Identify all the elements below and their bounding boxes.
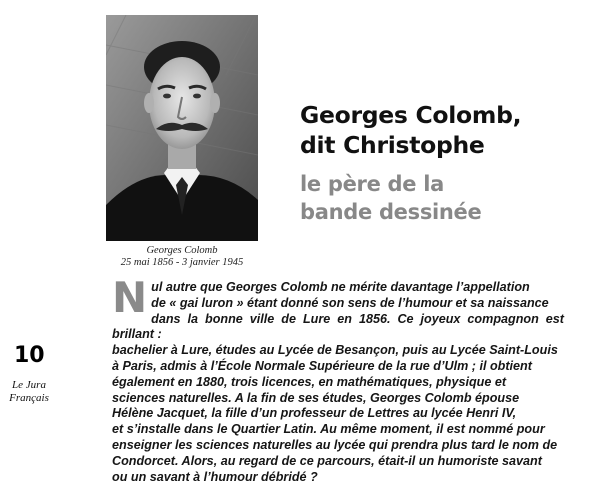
article-line: et s’installe dans le Quartier Latin. Au même moment, il est nommé pour: [112, 422, 545, 437]
article-line: enseigner les sciences naturelles au lycée qui prendra plus tard le nom de: [112, 437, 558, 452]
article-line: Hélène Jacquet, la fille d’un professeur de Lettres au lycée Henri IV,: [112, 406, 517, 421]
portrait-photo: [106, 15, 258, 241]
subtitle-line-2: bande dessinée: [300, 200, 482, 224]
article-line: bachelier à Lure, études au Lycée de Besançon, puis au Lycée Saint-Louis: [112, 343, 558, 358]
article-line: Condorcet. Alors, au regard de ce parcours, était-il un humoriste savant: [112, 453, 542, 468]
article-line: dans la bonne ville de Lure en 1856. Ce joyeux compagnon est brillant :: [112, 311, 564, 342]
page-number: 10: [14, 343, 45, 368]
caption-name: Georges Colomb: [146, 245, 218, 256]
article-line: ou un savant à l’humour débridé ?: [112, 469, 318, 484]
portrait-image: [106, 15, 258, 241]
article-line: à Paris, admis à l’École Normale Supérieure de la rue d’Ulm ; il obtient: [112, 358, 532, 373]
publication-name-line-1: Le Jura: [12, 379, 46, 391]
caption-dates: 25 mai 1856 - 3 janvier 1945: [120, 257, 244, 268]
photo-caption: [96, 245, 268, 269]
subtitle-line-1: le père de la: [300, 172, 444, 196]
article-subtitle: [300, 170, 590, 226]
article-line: également en 1880, trois licences, en mathématiques, physique et: [112, 374, 507, 389]
article-line: ul autre que Georges Colomb ne mérite davantage l’appellation: [151, 280, 530, 294]
publication-name: [2, 379, 56, 405]
publication-name-line-2: Français: [9, 392, 49, 404]
title-line-2: dit Christophe: [300, 131, 485, 159]
article-line: sciences naturelles. A la fin de ses études, Georges Colomb épouse: [112, 390, 520, 405]
drop-cap: N: [112, 273, 148, 322]
article-body: [112, 273, 564, 485]
article-title: [300, 100, 590, 160]
title-line-1: Georges Colomb,: [300, 101, 522, 129]
article-line: de « gai luron » étant donné son sens de l’humour et sa naissance: [151, 295, 549, 310]
